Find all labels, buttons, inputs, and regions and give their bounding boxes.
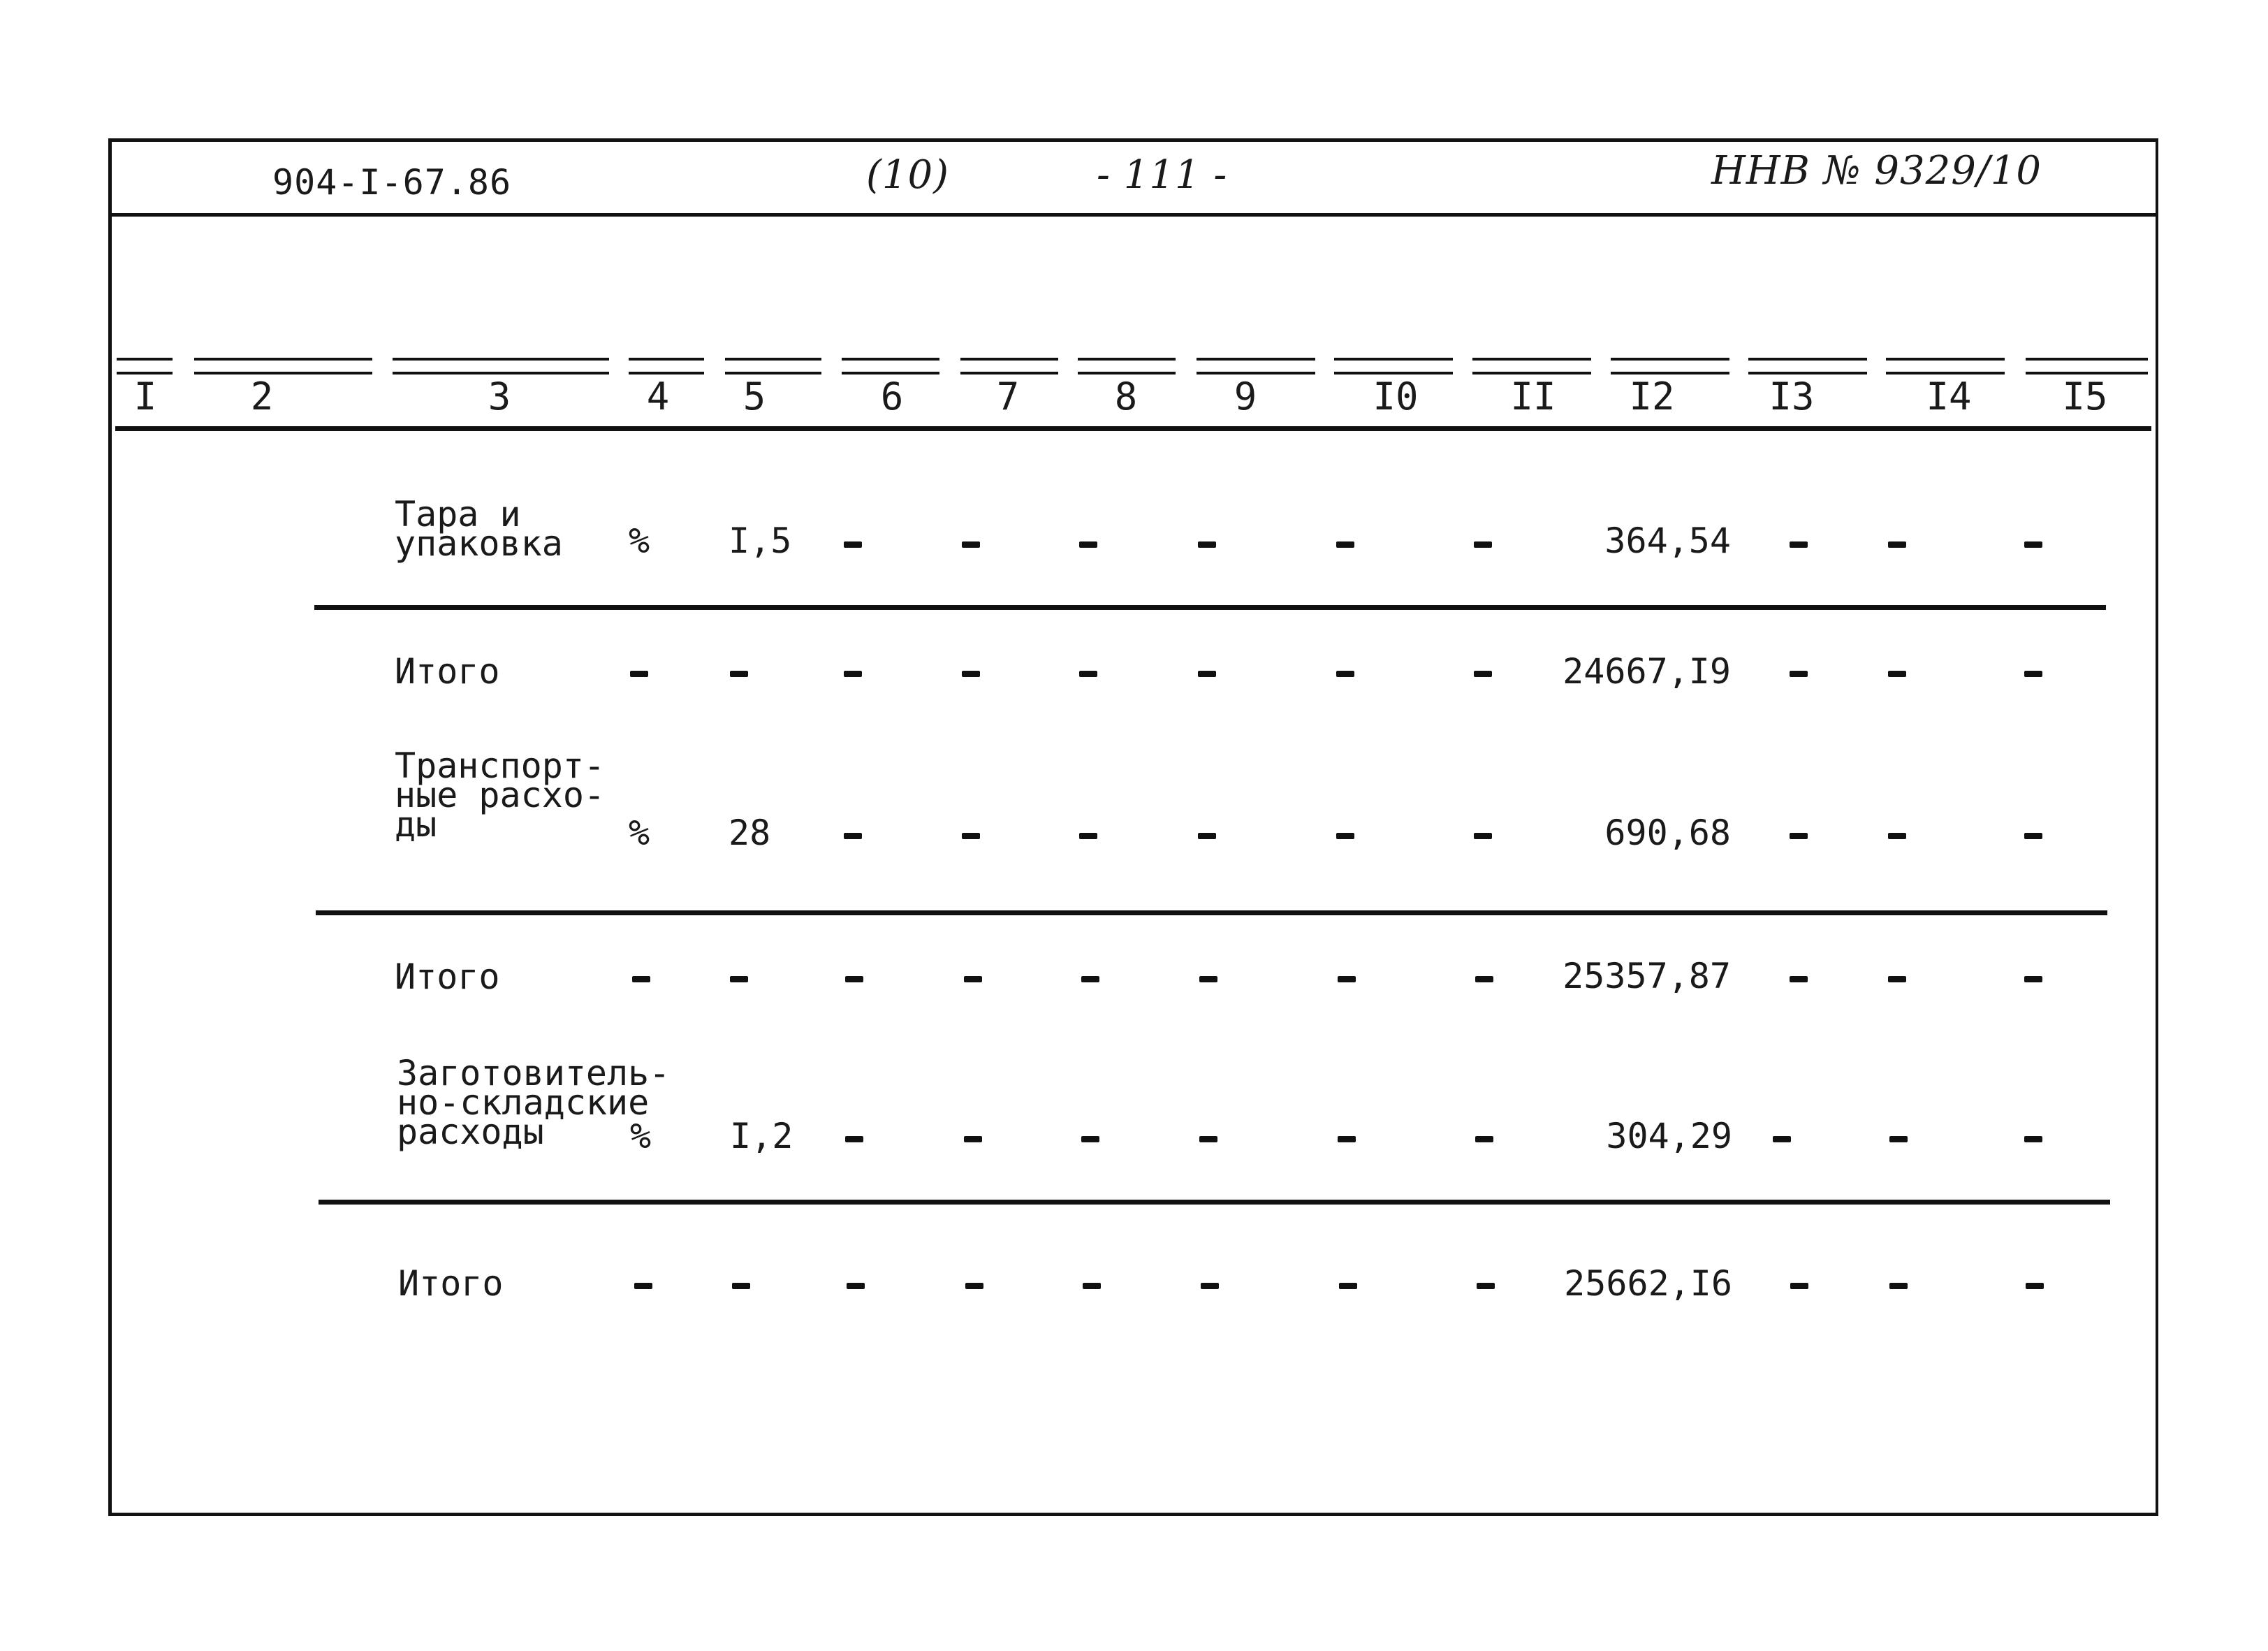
row-name: Заготовитель- но-складские расходы	[397, 1053, 671, 1152]
empty-cell-dash	[962, 541, 980, 548]
sheet-reference: (10)	[866, 152, 949, 198]
document-code: 904-I-67.86	[272, 162, 512, 203]
empty-cell-dash	[1339, 1283, 1357, 1289]
empty-cell-dash	[2024, 976, 2042, 982]
empty-cell-dash	[2024, 671, 2042, 677]
column-rule	[960, 358, 1058, 374]
column-number: I0	[1373, 374, 1419, 419]
row-name: Транспорт- ные расхо- ды	[395, 746, 606, 845]
empty-cell-dash	[1790, 671, 1808, 677]
empty-cell-dash	[1079, 541, 1097, 548]
empty-cell-dash	[1081, 976, 1099, 982]
empty-cell-dash	[1888, 976, 1906, 982]
column-number: I3	[1769, 374, 1815, 419]
column-rule	[725, 358, 821, 374]
column-number: 6	[880, 374, 904, 419]
empty-cell-dash	[1338, 1136, 1356, 1142]
column-rule	[842, 358, 939, 374]
empty-cell-dash	[630, 671, 648, 677]
empty-cell-dash	[732, 1283, 750, 1289]
row-rate: I,2	[730, 1116, 793, 1156]
empty-cell-dash	[964, 976, 982, 982]
empty-cell-dash	[962, 833, 980, 839]
column-number: I	[133, 374, 157, 419]
row-name: Итого	[395, 651, 500, 692]
column-rule	[1472, 358, 1591, 374]
empty-cell-dash	[1790, 976, 1808, 982]
empty-cell-dash	[844, 541, 862, 548]
empty-cell-dash	[730, 976, 748, 982]
empty-cell-dash	[844, 833, 862, 839]
empty-cell-dash	[1198, 833, 1216, 839]
empty-cell-dash	[1790, 833, 1808, 839]
empty-cell-dash	[1336, 541, 1354, 548]
empty-cell-dash	[847, 1283, 865, 1289]
header-bottom-rule	[115, 426, 2151, 431]
empty-cell-dash	[1888, 541, 1906, 548]
row-unit: %	[629, 813, 650, 853]
empty-cell-dash	[2024, 1136, 2042, 1142]
empty-cell-dash	[1083, 1283, 1101, 1289]
empty-cell-dash	[634, 1283, 652, 1289]
empty-cell-dash	[1199, 1136, 1217, 1142]
empty-cell-dash	[1336, 833, 1354, 839]
row-separator	[319, 1200, 2110, 1205]
empty-cell-dash	[1790, 541, 1808, 548]
empty-cell-dash	[1474, 671, 1492, 677]
empty-cell-dash	[1338, 976, 1356, 982]
column-number: I2	[1629, 374, 1675, 419]
empty-cell-dash	[845, 976, 863, 982]
empty-cell-dash	[2024, 541, 2042, 548]
empty-cell-dash	[1474, 833, 1492, 839]
column-number: 2	[250, 374, 274, 419]
column-number: 5	[742, 374, 766, 419]
empty-cell-dash	[1199, 976, 1217, 982]
empty-cell-dash	[1790, 1283, 1808, 1289]
empty-cell-dash	[1475, 976, 1493, 982]
empty-cell-dash	[730, 671, 748, 677]
row-name: Итого	[398, 1263, 504, 1304]
empty-cell-dash	[1081, 1136, 1099, 1142]
inventory-number: ННВ № 9329/10	[1711, 148, 2042, 194]
row-total: 364,54	[1604, 521, 1731, 561]
empty-cell-dash	[1079, 833, 1097, 839]
column-rule	[194, 358, 372, 374]
column-number: 3	[488, 374, 511, 419]
row-total: 25357,87	[1563, 956, 1731, 996]
row-rate: 28	[729, 813, 771, 853]
empty-cell-dash	[1198, 541, 1216, 548]
column-rule	[117, 358, 173, 374]
empty-cell-dash	[845, 1136, 863, 1142]
column-rule	[393, 358, 609, 374]
empty-cell-dash	[844, 671, 862, 677]
empty-cell-dash	[1888, 833, 1906, 839]
column-number: 9	[1234, 374, 1257, 419]
row-rate: I,5	[729, 521, 792, 561]
column-rule	[1197, 358, 1315, 374]
empty-cell-dash	[1889, 1136, 1908, 1142]
empty-cell-dash	[1336, 671, 1354, 677]
empty-cell-dash	[1474, 541, 1492, 548]
column-number: 8	[1114, 374, 1138, 419]
row-total: 690,68	[1604, 813, 1731, 853]
column-number: II	[1510, 374, 1556, 419]
empty-cell-dash	[962, 671, 980, 677]
row-name: Тара и упаковка	[395, 494, 563, 564]
column-rule	[1611, 358, 1729, 374]
empty-cell-dash	[1888, 671, 1906, 677]
empty-cell-dash	[1889, 1283, 1908, 1289]
row-separator	[314, 605, 2106, 610]
empty-cell-dash	[1201, 1283, 1219, 1289]
empty-cell-dash	[1773, 1136, 1791, 1142]
row-total: 25662,I6	[1564, 1263, 1732, 1304]
column-rule	[2026, 358, 2148, 374]
empty-cell-dash	[1079, 671, 1097, 677]
column-rule	[1078, 358, 1176, 374]
empty-cell-dash	[965, 1283, 983, 1289]
empty-cell-dash	[1198, 671, 1216, 677]
row-unit: %	[629, 521, 650, 561]
column-rule	[1886, 358, 2005, 374]
column-number: 4	[646, 374, 670, 419]
column-number: I5	[2062, 374, 2108, 419]
column-rule	[629, 358, 704, 374]
page-number: - 111 -	[1097, 152, 1228, 198]
row-name: Итого	[395, 957, 500, 997]
empty-cell-dash	[1477, 1283, 1495, 1289]
empty-cell-dash	[632, 976, 650, 982]
empty-cell-dash	[2024, 833, 2042, 839]
header-rule	[108, 213, 2158, 217]
column-number: 7	[996, 374, 1020, 419]
empty-cell-dash	[964, 1136, 982, 1142]
column-rule	[1748, 358, 1867, 374]
column-number: I4	[1926, 374, 1972, 419]
empty-cell-dash	[2026, 1283, 2044, 1289]
row-total: 24667,I9	[1563, 651, 1731, 692]
row-unit: %	[630, 1116, 652, 1156]
empty-cell-dash	[1475, 1136, 1493, 1142]
row-total: 304,29	[1606, 1116, 1732, 1156]
column-rule	[1334, 358, 1453, 374]
row-separator	[316, 910, 2107, 915]
